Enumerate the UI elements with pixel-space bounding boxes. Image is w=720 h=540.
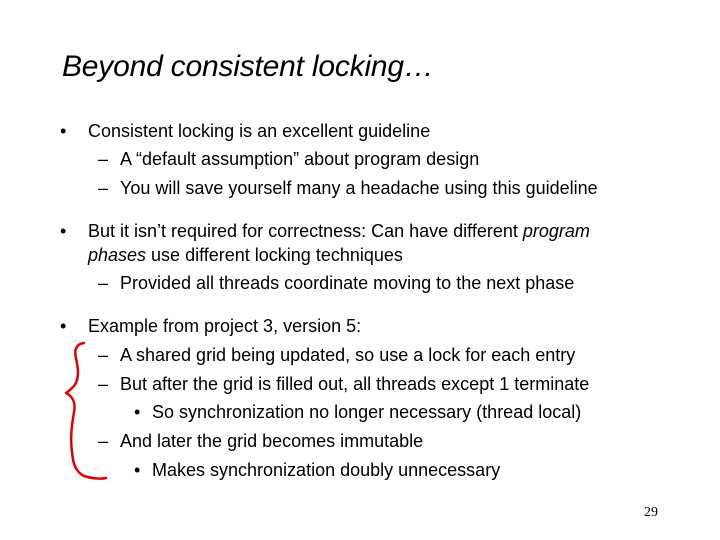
dash-marker: –	[98, 431, 109, 451]
bullet-1-sub-1: A “default assumption” about program design	[120, 149, 480, 169]
dash-marker: –	[98, 345, 109, 365]
bullet-3-sub-3: So synchronization no longer necessary (thread local)	[152, 402, 582, 422]
bullet-3-text: Example from project 3, version 5:	[88, 316, 362, 336]
bullet-2-text-after: use different locking techniques	[146, 245, 403, 265]
dash-marker: –	[98, 273, 109, 293]
bullet-2-emphasis-1: program	[522, 221, 590, 241]
bullet-3-sub-2: But after the grid is filled out, all threads except 1 terminate	[120, 374, 590, 394]
bullet-2-sub-1: Provided all threads coordinate moving to the next phase	[120, 273, 575, 293]
bullet-marker: •	[60, 221, 67, 241]
slide-title: Beyond consistent locking…	[62, 50, 434, 83]
bullet-3-sub-1: A shared grid being updated, so use a lock for each entry	[120, 345, 576, 365]
dash-marker: –	[98, 374, 109, 394]
bullet-1-text: Consistent locking is an excellent guideline	[88, 121, 431, 141]
bullet-2-line-2	[88, 244, 403, 266]
slide-number: 29	[644, 505, 658, 520]
brace-stroke	[66, 343, 109, 479]
bullet-marker: •	[134, 460, 141, 480]
bullet-3-sub-5: Makes synchronization doubly unnecessary	[152, 460, 501, 480]
bullet-1-sub-2: You will save yourself many a headache using this guideline	[120, 178, 598, 198]
red-curly-brace-annotation	[60, 338, 112, 484]
bullet-2-line-1	[88, 220, 590, 242]
bullet-3-sub-4: And later the grid becomes immutable	[120, 431, 424, 451]
bullet-marker: •	[60, 316, 67, 336]
bullet-marker: •	[134, 402, 141, 422]
bullet-2-text-before: But it isn’t required for correctness: Can have different	[88, 221, 523, 241]
dash-marker: –	[98, 149, 109, 169]
dash-marker: –	[98, 178, 109, 198]
bullet-2-emphasis-2: phases	[88, 245, 147, 265]
bullet-marker: •	[60, 121, 67, 141]
